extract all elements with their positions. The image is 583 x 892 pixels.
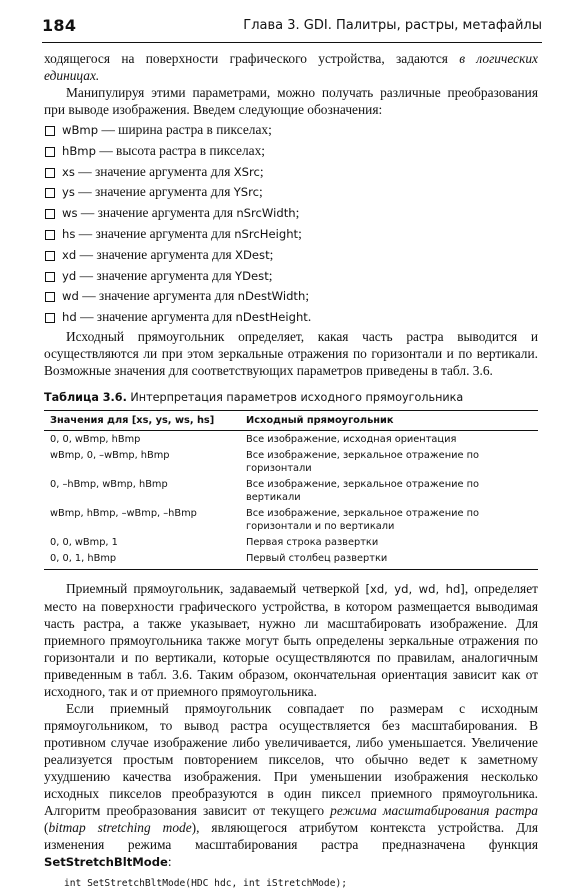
argument-name: YSrc <box>233 185 260 200</box>
definition-end: ; <box>269 246 274 262</box>
definition-end: ; <box>298 225 302 241</box>
definition-text: — ширина растра в пикселах; <box>98 122 272 137</box>
checkbox-bullet-icon <box>45 292 55 302</box>
table-caption-text: Интерпретация параметров исходного прямоугольника <box>126 390 464 404</box>
header-rule <box>42 42 542 43</box>
term: ys <box>62 185 75 200</box>
term: hs <box>62 226 76 241</box>
p5-text-c: ), являющегося атрибутом контекста устройства. Для изменения режима масштабирования растра предназначена функция <box>44 819 538 852</box>
list-item <box>44 182 538 203</box>
list-item <box>44 266 538 287</box>
table-cell: wBmp, 0, –wBmp, hBmp <box>50 449 170 461</box>
table-cell: Все изображение, исходная ориентация <box>246 433 457 445</box>
list-item <box>44 286 538 307</box>
term: xs <box>62 164 75 179</box>
interpretation-table <box>44 410 538 570</box>
list-item <box>44 141 538 162</box>
p4-text-b: , определяет место на поверхности графического устройства, в котором размещается выводимая часть растра, а также указывает, нужно ли масштабировать изображение. Для приемного прямоугольника также могут быть определены зеркальные отражения по горизонтали и по вертикали, которые осуществляются по правилам, аналогичным приведенным в табл. 3.6. Таким образом, окончательная ориентация зависит как от исходного, так и от приемного прямоугольника. <box>44 580 538 699</box>
code-listing: int SetStretchBltMode(HDC hdc, int iStretchMode); <box>64 877 348 889</box>
chapter-title: Глава 3. GDI. Палитры, растры, метафайлы <box>243 18 542 33</box>
checkbox-bullet-icon <box>45 168 55 178</box>
table-cell: 0, 0, 1, hBmp <box>44 550 240 570</box>
table-row <box>44 447 538 476</box>
definition-text: — значение аргумента для <box>75 225 235 241</box>
definition-text: — значение аргумента для <box>78 288 238 304</box>
argument-name: XSrc <box>233 164 260 179</box>
table-row <box>44 430 538 447</box>
list-item <box>44 203 538 224</box>
definition-end: ; <box>259 184 263 200</box>
definition-text: — значение аргумента для <box>76 309 236 325</box>
definition-text: — значение аргумента для <box>76 267 236 283</box>
definition-text: — значение аргумента для <box>76 246 236 262</box>
definition-list <box>44 120 538 328</box>
argument-name: nDestHeight <box>235 310 308 325</box>
function-name: SetStretchBltMode <box>44 854 168 869</box>
definition-text: — значение аргумента для <box>77 205 237 221</box>
term: ws <box>62 206 78 221</box>
argument-name: XDest <box>235 247 270 262</box>
table-row <box>44 550 538 570</box>
term: wd <box>62 289 79 304</box>
term: xd <box>62 247 77 262</box>
definition-end: ; <box>268 267 273 283</box>
table-cell: wBmp, hBmp, –wBmp, –hBmp <box>50 507 197 519</box>
page-body <box>44 50 538 892</box>
checkbox-bullet-icon <box>45 313 55 323</box>
definition-end: ; <box>295 205 300 221</box>
table-cell: 0, 0, wBmp, 1 <box>50 536 118 548</box>
paragraph-dest-rect <box>44 580 538 700</box>
paragraph-scaling <box>44 700 538 871</box>
list-item <box>44 307 538 328</box>
checkbox-bullet-icon <box>45 126 55 136</box>
table-row <box>44 505 538 534</box>
table-row <box>44 534 538 550</box>
table-cell: Первая строка развертки <box>246 536 379 548</box>
table-caption-label: Таблица 3.6. <box>44 390 127 404</box>
paragraph-continuation <box>44 50 538 84</box>
term: yd <box>62 268 77 283</box>
dest-quad: [xd, yd, wd, hd] <box>365 581 465 596</box>
continuation-text: ходящегося на поверхности графического устройства, задаются <box>44 51 448 66</box>
table-header-row <box>44 410 538 430</box>
list-item <box>44 162 538 183</box>
term: wBmp <box>62 123 99 137</box>
table-row <box>44 476 538 505</box>
p5-text-a: Если приемный прямоугольник совпадает по размерам с исходным прямоугольником, то вывод растра осуществляется без масштабирования. В противном случае изображение либо увеличивается, либо уменьшается. Увеличение реализуется простым повторением пикселов, что обычно ведет к заметному ухудшению качества изображения. При уменьшении изображения несколько исходных пикселов преобразуются в один пиксел приемного прямоугольника. Алгоритм преобразования зависит от текущего <box>44 700 538 818</box>
table-cell: 0, 0, wBmp, hBmp <box>50 433 141 445</box>
definition-end: ; <box>259 163 264 179</box>
table-cell: Первый столбец развертки <box>240 550 538 570</box>
definition-text: — значение аргумента для <box>74 163 234 179</box>
checkbox-bullet-icon <box>45 251 55 261</box>
p4-text-a: Приемный прямоугольник, задаваемый четверкой <box>66 580 366 596</box>
argument-name: YDest <box>235 268 269 283</box>
p5-italic-term: режима масштабирования растра <box>330 802 538 818</box>
term: hBmp <box>62 143 96 158</box>
column-header: Исходный прямоугольник <box>240 410 538 430</box>
table-cell: Все изображение, зеркальное отражение по горизонтали и по вертикали <box>246 507 480 532</box>
checkbox-bullet-icon <box>45 209 55 219</box>
list-item <box>44 120 538 141</box>
argument-name: nSrcWidth <box>236 206 296 221</box>
paragraph-notation-intro: Манипулируя этими параметрами, можно получать различные преобразования при выводе изображения. Введем следующие обозначения: <box>44 85 538 117</box>
table-cell: Все изображение, зеркальное отражение по горизонтали <box>246 449 480 474</box>
p5-text-b: ( <box>44 819 49 835</box>
list-item <box>44 224 538 245</box>
continuation-italic: в логических единицах. <box>44 51 538 83</box>
definition-end: ; <box>305 288 310 304</box>
paragraph-source-rect: Исходный прямоугольник определяет, какая часть растра выводится и осуществляются ли при этом зеркальные отражения по горизонтали и по вертикали. Возможные значения для соответствующих параметров приведены в табл. 3.6. <box>44 328 538 378</box>
argument-name: nSrcHeight <box>234 226 299 241</box>
table-cell: Все изображение, зеркальное отражение по вертикали <box>246 478 480 503</box>
checkbox-bullet-icon <box>45 188 55 198</box>
definition-text: — значение аргумента для <box>74 184 234 200</box>
column-header: Значения для [xs, ys, ws, hs] <box>44 410 240 430</box>
checkbox-bullet-icon <box>45 230 55 240</box>
list-item <box>44 245 538 266</box>
argument-name: nDestWidth <box>237 289 306 304</box>
p5-italic-english: bitmap stretching mode <box>48 819 192 835</box>
definition-text: — высота растра в пикселах; <box>95 142 265 158</box>
p5-text-d: : <box>167 853 172 869</box>
term: hd <box>62 310 77 325</box>
table-caption <box>44 389 538 406</box>
running-header <box>42 14 542 38</box>
table-cell: 0, –hBmp, wBmp, hBmp <box>50 478 168 490</box>
checkbox-bullet-icon <box>45 147 55 157</box>
definition-end: . <box>307 309 312 325</box>
checkbox-bullet-icon <box>45 272 55 282</box>
page-number: 184 <box>42 16 77 35</box>
